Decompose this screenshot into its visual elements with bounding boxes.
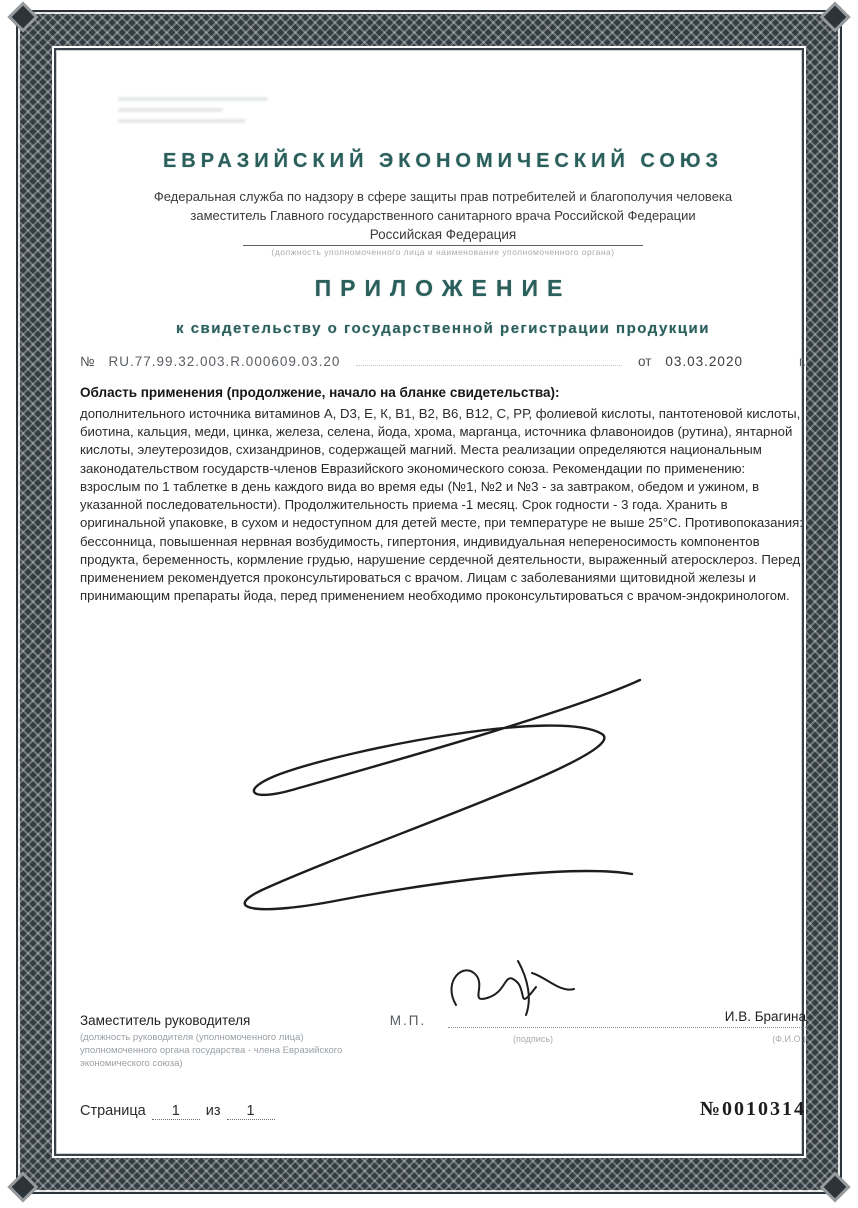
border-corner-icon bbox=[819, 1171, 850, 1202]
registration-date: 03.03.2020 bbox=[665, 354, 743, 369]
signature-line bbox=[448, 987, 806, 1028]
document-title: ПРИЛОЖЕНИЕ bbox=[314, 275, 572, 301]
union-title: ЕВРАЗИЙСКИЙ ЭКОНОМИЧЕСКИЙ СОЮЗ bbox=[162, 150, 724, 172]
document-serial-number: №0010314 bbox=[699, 1098, 806, 1121]
signature-caption: (подпись) bbox=[512, 1034, 554, 1044]
signer-position: Заместитель руководителя bbox=[80, 1013, 251, 1028]
page-current: 1 bbox=[152, 1103, 200, 1120]
section-heading: Область применения (продолжение, начало на бланке свидетельства): bbox=[80, 385, 560, 400]
document-header bbox=[80, 150, 806, 257]
dotted-spacer bbox=[356, 353, 622, 366]
issuing-official: заместитель Главного государственного санитарного врача Российской Федерации bbox=[190, 208, 696, 223]
of-label: из bbox=[205, 1103, 221, 1120]
registration-number: RU.77.99.32.003.R.000609.03.20 bbox=[108, 354, 341, 369]
number-label: № bbox=[80, 354, 95, 369]
faint-stamp bbox=[118, 90, 268, 130]
seal-place-label: М.П. bbox=[389, 1013, 427, 1028]
border-corner-icon bbox=[819, 1, 850, 32]
signature-row bbox=[80, 982, 806, 1028]
body-text: дополнительного источника витаминов А, D3, Е, К, В1, В2, В6, В12, С, РР, фолиевой кислоты, пантотеновой кислоты, биотина, кальция, меди, цинка, железа, селена, йода, хрома, марганца, источника флавоноидов (рутина), янтарной кислоты, элеутерозидов, схизандринов, содержащей магний. Места реализации определяются национальным законодательством государств-членов Евразийского экономического союза. Рекомендации по применению: взрослым по 1 таблетке в день каждого вида во время еды (№1, №2 и №3 - за завтраком, обедом и ужином, в указанной последовательности). Продолжительность приема -1 месяц. Срок годности - 3 года. Хранить в оригинальной упаковке, в сухом и недоступном для детей месте, при температуре не выше 25°С. Противопоказания: бессонница, повышенная нервная возбудимость, гипертония, индивидуальная непереносимость компонентов продукта, беременность, кормление грудью, нарушение сердечной деятельности, выраженный атеросклероз. Перед применением рекомендуется проконсультироваться с врачом. Лицам с заболеваниями щитовидной железы и принимающим препараты йода, перед применением необходимо проконсультироваться с врачом-эндокринологом. bbox=[80, 406, 803, 604]
signature-block bbox=[80, 982, 806, 1121]
name-caption: (Ф.И.О.) bbox=[772, 1034, 806, 1044]
page-total: 1 bbox=[227, 1103, 275, 1120]
page-row bbox=[80, 1098, 806, 1121]
document-content bbox=[80, 150, 806, 605]
caption-row bbox=[80, 1032, 806, 1070]
year-suffix: г. bbox=[798, 354, 806, 369]
page-label: Страница bbox=[80, 1103, 146, 1120]
issuing-service: Федеральная служба по надзору в сфере защиты прав потребителей и благополучия человека bbox=[153, 189, 733, 204]
from-label: от bbox=[637, 354, 652, 369]
border-corner-icon bbox=[7, 1171, 38, 1202]
country-name: Российская Федерация bbox=[369, 227, 517, 242]
header-underline bbox=[243, 245, 643, 246]
registration-row bbox=[80, 353, 806, 369]
signer-name: И.В. Брагина bbox=[724, 1009, 806, 1024]
position-caption: (должность руководителя (уполномоченного лица) уполномоченного органа государства - члена Евразийского экономического союза) bbox=[80, 1032, 343, 1069]
document-subtitle: к свидетельству о государственной регистрации продукции bbox=[176, 320, 710, 337]
header-caption: (должность уполномоченного лица и наименование уполномоченного органа) bbox=[271, 247, 615, 257]
handwritten-signature bbox=[434, 953, 584, 1023]
border-corner-icon bbox=[7, 1, 38, 32]
